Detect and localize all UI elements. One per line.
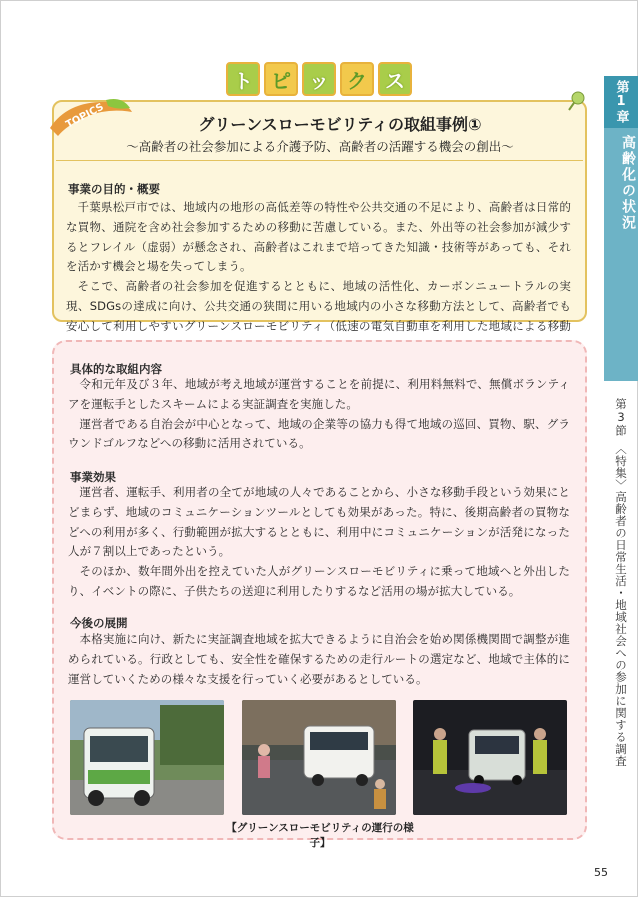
topics-letter: ス <box>378 62 412 96</box>
paragraph: 運営者、運転手、利用者の全てが地域の人々であることから、小さな移動手段という効果にとどまらず、地域のコミュニケーションツールとしても効果があった。特に、後期高齢者の買物などへの利用が多く、行動範囲が拡大するとともに、利用中にコミュニケーションが活発になった人が７割以上であったという。 <box>68 485 570 559</box>
paragraph: 令和元年及び３年、地域が考え地域が運営することを前提に、利用料無料で、無償ボランティアを運転手としたスキームによる実証調査を実施した。 <box>68 377 570 411</box>
topics-banner <box>226 62 412 96</box>
topics-letter: ト <box>226 62 260 96</box>
page-subtitle: 〜高齢者の社会参加による介護予防、高齢者の活躍する機会の創出〜 <box>126 139 514 154</box>
pin-icon <box>563 90 587 114</box>
topics-letter: ク <box>340 62 374 96</box>
topics-tag <box>48 98 134 138</box>
title-divider <box>56 160 583 161</box>
section-text-future <box>68 630 570 689</box>
section-heading-effects: 事業効果 <box>70 470 116 484</box>
paragraph: 千葉県松戸市では、地域内の地形の高低差等の特性や公共交通の不足により、高齢者は日常的な買物、通院を含め社会参加するための移動に苦慮している。また、外出等の社会参加が減少するとフレイル（虚弱）が懸念され、高齢者はこれまで培ってきた知識・技術等があっても、それを活かす機会と場を失ってしまう。 <box>66 200 571 274</box>
topics-letter: ピ <box>264 62 298 96</box>
section-text-effects <box>68 483 570 602</box>
chapter-label: 第1章 <box>604 76 638 128</box>
page-title: グリーンスローモビリティの取組事例① <box>198 115 482 134</box>
section-text-activities <box>68 375 570 454</box>
topics-letter: ッ <box>302 62 336 96</box>
purpose-text <box>66 198 571 356</box>
purpose-heading: 事業の目的・概要 <box>68 182 160 196</box>
page-number: 55 <box>594 866 608 879</box>
photo-street-vehicle <box>242 700 396 815</box>
chapter-title: 高齢化の状況 <box>620 135 636 231</box>
paragraph: 本格実施に向け、新たに実証調査地域を拡大できるように自治会を始め関係機関間で調整が進められている。行政としても、安全性を確保するための走行ルートの選定など、地域で主体的に運営していくための様々な支援を行っていく必要があるとしている。 <box>68 632 570 686</box>
section-heading-activities: 具体的な取組内容 <box>70 362 162 376</box>
paragraph: そこで、高齢者の社会参加を促進するとともに、地域の活性化、カーボンニュートラルの実現、SDGsの達成に向け、公共交通の狭間に用いる地域内の小さな移動方法として、高齢者でも安心して利用しやすいグリーンスローモビリティ（低速の電気自動車を利用した地域による移動 <box>66 279 571 333</box>
section-heading-future: 今後の展開 <box>70 616 128 630</box>
topics-tag-text: TOPICS <box>64 101 106 131</box>
photo-night-vehicle <box>413 700 567 815</box>
paragraph: そのほか、数年間外出を控えていた人がグリーンスローモビリティに乗って地域へと外出したり、イベントの際に、子供たちの送迎に利用したりするなど活用の場が拡大している。 <box>68 564 570 598</box>
photo-caption: 【グリーンスローモビリティの運行の様子】 <box>226 822 414 849</box>
section-label: 第3節 〈特集〉高齢者の日常生活・地域社会への参加に関する調査 <box>614 398 628 767</box>
paragraph: 運営者である自治会が中心となって、地域の企業等の協力も得て地域の巡回、買物、駅、グラウンドゴルフなどへの移動に活用されている。 <box>68 416 570 451</box>
photo-daytime-vehicle <box>70 700 224 815</box>
